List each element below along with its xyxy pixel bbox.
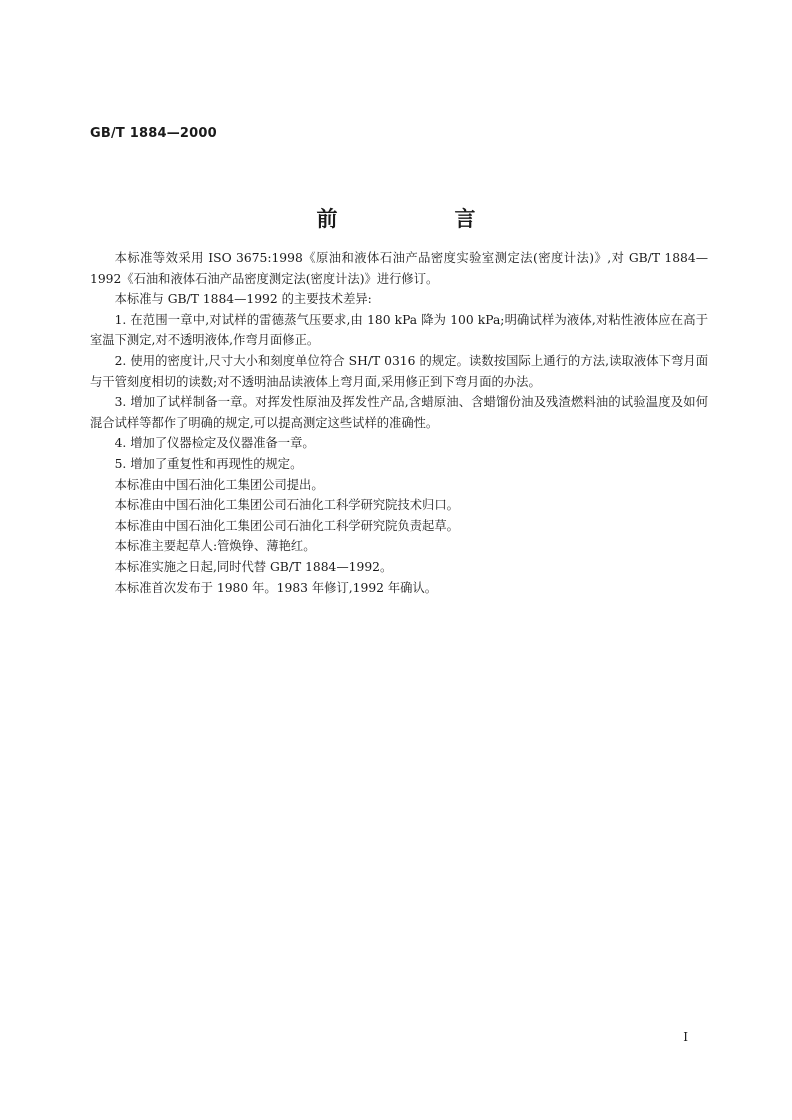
paragraph-replaces: 本标准实施之日起,同时代替 GB/T 1884—1992。 [114,559,393,574]
paragraph-difference-5: 5. 增加了重复性和再现性的规定。 [114,456,303,471]
page-title: 前 言 [316,207,524,231]
paragraph-difference-2: 2. 使用的密度计,尺寸大小和刻度单位符合 SH/T 0316 的规定。读数按国际上通行的方法,读取液体下弯月面与干管刻度相切的读数;对不透明油品读液体上弯月面,采用修正到下弯月面的办法。 [90,353,708,389]
foreword-body [90,248,708,598]
paragraph-difference-1: 1. 在范围一章中,对试样的雷德蒸气压要求,由 180 kPa 降为 100 kPa;明确试样为液体,对粘性液体应在高于室温下测定,对不透明液体,作弯月面修正。 [90,312,708,348]
page-number: I [683,1030,688,1044]
paragraph-proposer: 本标准由中国石油化工集团公司提出。 [114,477,324,492]
standard-code: GB/T 1884—2000 [90,126,217,141]
paragraph-drafters: 本标准主要起草人:管焕铮、薄艳红。 [114,539,316,554]
paragraph-history: 本标准首次发布于 1980 年。1983 年修订,1992 年确认。 [114,580,438,595]
paragraph-centralized-by: 本标准由中国石油化工集团公司石油化工科学研究院技术归口。 [114,498,459,513]
paragraph-difference-4: 4. 增加了仪器检定及仪器准备一章。 [114,436,315,451]
paragraph-difference-3: 3. 增加了试样制备一章。对挥发性原油及挥发性产品,含蜡原油、含蜡馏份油及残渣燃料油的试验温度及如何混合试样等都作了明确的规定,可以提高测定这些试样的准确性。 [90,395,708,430]
paragraph-differences-intro: 本标准与 GB/T 1884—1992 的主要技术差异: [114,292,372,307]
paragraph-drafted-by: 本标准由中国石油化工集团公司石油化工科学研究院负责起草。 [114,518,459,533]
paragraph-adoption: 本标准等效采用 ISO 3675:1998《原油和液体石油产品密度实验室测定法(密度计法)》,对 GB/T 1884—1992《石油和液体石油产品密度测定法(密度计法)》进行修订。 [90,251,708,286]
